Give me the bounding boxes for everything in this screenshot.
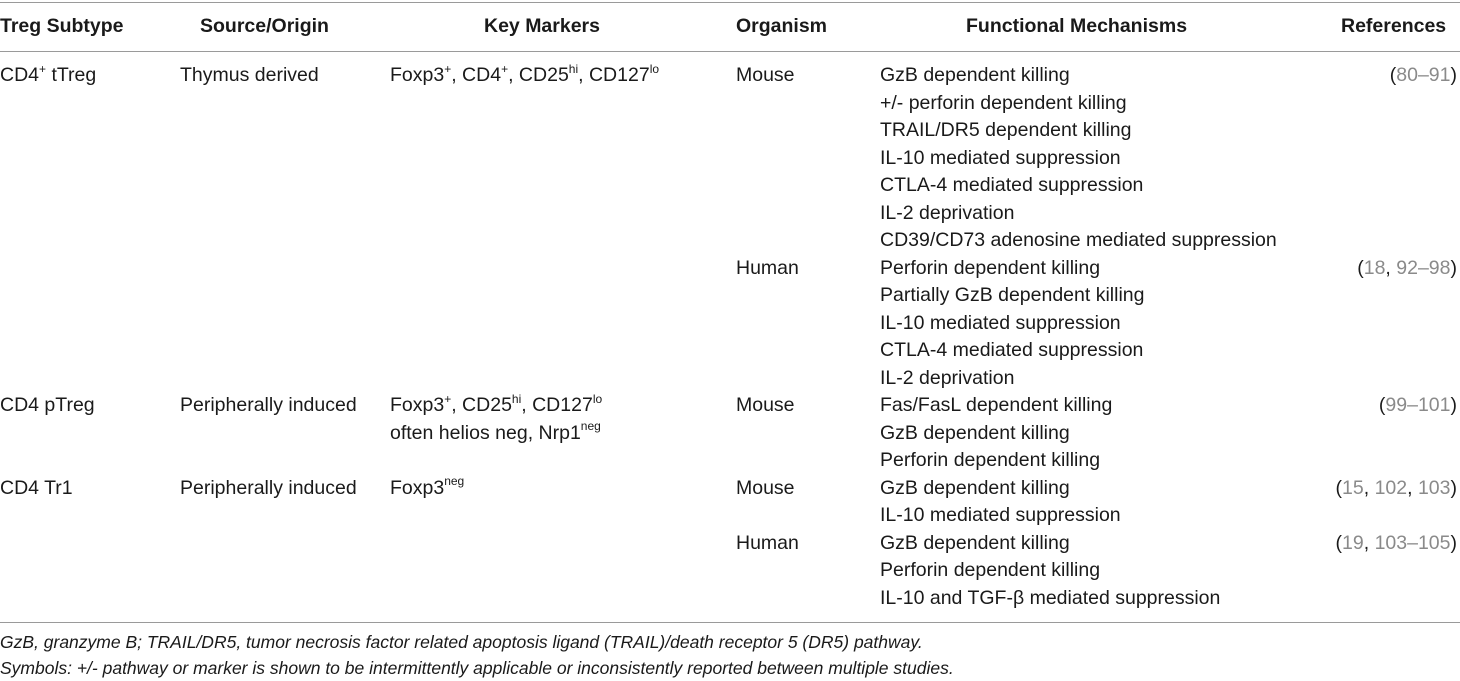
mechanism-item: GzB dependent killing xyxy=(880,421,1070,444)
header-functional-mechanisms: Functional Mechanisms xyxy=(966,15,1188,37)
reference-link: 80–91 xyxy=(1396,64,1451,86)
cell-treg-subtype: CD4+ tTreg xyxy=(0,61,97,86)
mechanism-item: IL-10 and TGF-β mediated suppression xyxy=(880,586,1221,609)
mechanism-item: IL-10 mediated suppression xyxy=(880,146,1121,169)
cell-organism: Mouse xyxy=(736,476,795,499)
reference-link: 103 xyxy=(1417,476,1451,499)
mechanism-item: CTLA-4 mediated suppression xyxy=(880,174,1144,196)
reference-link: 99–101 xyxy=(1385,394,1451,416)
table-top-rule xyxy=(0,2,1460,3)
superscript: + xyxy=(444,391,452,406)
mechanism-item: +/- perforin dependent killing xyxy=(880,91,1127,114)
header-treg-subtype: Treg Subtype xyxy=(0,15,124,37)
reference-link: 103–105 xyxy=(1374,531,1451,554)
superscript: + xyxy=(444,61,452,76)
cell-functional-mechanisms xyxy=(880,530,1220,613)
marker-line: Foxp3+, $CD25^{hi}$, $CD127^{lo}$ xyxy=(390,391,603,416)
mechanism-item: GzB dependent killing xyxy=(880,531,1070,554)
marker-line: often helios neg, $Nrp1^{neg}$ xyxy=(390,419,601,444)
mechanism-item: IL-2 deprivation xyxy=(880,366,1015,389)
superscript: + xyxy=(501,61,509,76)
cell-functional-mechanisms xyxy=(880,255,1144,393)
cell-treg-subtype: CD4 Tr1 xyxy=(0,476,73,499)
mechanism-item: GzB dependent killing xyxy=(880,476,1070,499)
mechanism-item: Fas/FasL dependent killing xyxy=(880,394,1113,416)
cell-source-origin: Peripherally induced xyxy=(180,394,357,416)
cell-key-markers xyxy=(390,392,602,447)
mechanism-item: CD39/CD73 adenosine mediated suppression xyxy=(880,229,1277,251)
header-references: References xyxy=(1341,15,1447,37)
superscript: hi xyxy=(568,61,579,76)
mechanism-item: Perforin dependent killing xyxy=(880,256,1101,279)
mechanism-item: CTLA-4 mediated suppression xyxy=(880,339,1144,361)
mechanism-item: GzB dependent killing xyxy=(880,64,1070,86)
cell-source-origin: Peripherally induced xyxy=(180,476,357,499)
superscript: + xyxy=(39,61,47,76)
cell-organism: Human xyxy=(736,256,799,279)
cell-functional-mechanisms xyxy=(880,62,1277,255)
marker-line: $Foxp3^{neg}$ xyxy=(390,474,465,499)
cell-source-origin: Thymus derived xyxy=(180,64,319,86)
mechanism-item: IL-2 deprivation xyxy=(880,201,1015,224)
superscript: lo xyxy=(592,391,603,406)
superscript: neg xyxy=(444,474,465,488)
reference-link: 15 xyxy=(1342,476,1364,499)
mechanism-item: Partially GzB dependent killing xyxy=(880,284,1145,306)
superscript: neg xyxy=(580,419,601,433)
header-organism: Organism xyxy=(736,15,828,37)
header-key-markers: Key Markers xyxy=(484,15,600,37)
footnote-symbols: Symbols: +/- pathway or marker is shown to be intermittently applicable or inconsistently reported between multiple studies. xyxy=(0,658,954,678)
reference-link: 19 xyxy=(1342,531,1364,554)
cell-organism: Human xyxy=(736,531,799,554)
mechanism-item: Perforin dependent killing xyxy=(880,449,1101,471)
cell-functional-mechanisms xyxy=(880,475,1121,530)
superscript: lo xyxy=(649,61,660,76)
cell-references: (80–91) xyxy=(1389,64,1457,86)
reference-link: 102 xyxy=(1374,476,1408,499)
mechanism-item: Perforin dependent killing xyxy=(880,559,1101,581)
table-header-rule xyxy=(0,51,1460,52)
cell-functional-mechanisms xyxy=(880,392,1112,475)
mechanism-item: IL-10 mediated suppression xyxy=(880,504,1121,526)
cell-references: (18, 92–98) xyxy=(1357,256,1457,279)
mechanism-item: TRAIL/DR5 dependent killing xyxy=(880,119,1132,141)
header-source-origin: Source/Origin xyxy=(200,15,329,37)
mechanism-item: IL-10 mediated suppression xyxy=(880,311,1121,334)
table-bottom-rule xyxy=(0,622,1460,623)
cell-key-markers xyxy=(390,62,659,90)
cell-references: (99–101) xyxy=(1378,394,1457,416)
reference-link: 92–98 xyxy=(1396,256,1451,279)
cell-references: (15, 102, 103) xyxy=(1335,476,1457,499)
cell-organism: Mouse xyxy=(736,64,795,86)
cell-key-markers xyxy=(390,475,464,503)
cell-references: (19, 103–105) xyxy=(1335,531,1457,554)
marker-line: Foxp3+, CD4+, $CD25^{hi}$, $CD127^{lo}$ xyxy=(390,61,660,86)
footnote-abbreviations: GzB, granzyme B; TRAIL/DR5, tumor necrosis factor related apoptosis ligand (TRAIL)/death receptor 5 (DR5) pathway. xyxy=(0,632,923,652)
reference-link: 18 xyxy=(1363,256,1386,279)
cell-organism: Mouse xyxy=(736,394,795,416)
cell-treg-subtype: CD4 pTreg xyxy=(0,394,95,416)
superscript: hi xyxy=(511,391,522,406)
